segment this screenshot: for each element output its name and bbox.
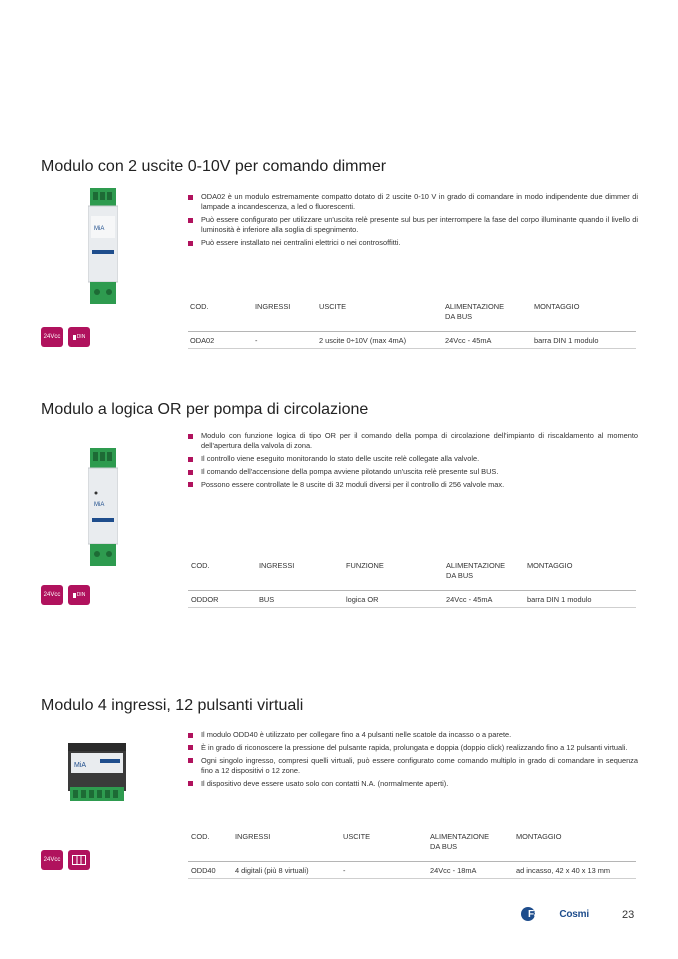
header-uscite: USCITE xyxy=(319,302,347,311)
spec-table xyxy=(188,302,636,350)
flush-module-image xyxy=(68,743,126,807)
cell-uscite: - xyxy=(343,866,346,875)
section-title: Modulo a logica OR per pompa di circolazione xyxy=(41,401,369,418)
header-alimentazione: ALIMENTAZIONE xyxy=(430,832,489,841)
header-da-bus: DA BUS xyxy=(430,842,458,851)
flush-box-badge xyxy=(68,850,90,870)
header-uscite: USCITE xyxy=(343,832,371,841)
feature-item: È in grado di riconoscere la pressione del pulsante rapida, prolungata e doppia (doppio click) realizzando fino a 12 pulsanti virtuali. xyxy=(188,743,638,753)
voltage-badge: 24Vcc xyxy=(41,585,63,605)
feature-item: Il comando dell'accensione della pompa avviene pilotando un'uscita relè presente sul BUS. xyxy=(188,467,638,477)
feature-list xyxy=(188,431,638,493)
voltage-badge: 24Vcc xyxy=(41,327,63,347)
header-da-bus: DA BUS xyxy=(446,571,474,580)
brand-logo xyxy=(521,907,589,921)
header-ingressi: INGRESSI xyxy=(255,302,291,311)
svg-text:MiA: MiA xyxy=(74,762,87,769)
product-image-oddor xyxy=(88,448,118,566)
header-ingressi: INGRESSI xyxy=(259,561,295,570)
cell-cod: ODD40 xyxy=(191,866,216,875)
cell-alimentazione: 24Vcc - 45mA xyxy=(445,336,492,345)
cell-ingressi: 4 digitali (più 8 virtuali) xyxy=(235,866,309,875)
header-montaggio: MONTAGGIO xyxy=(534,302,580,311)
feature-item: Può essere configurato per utilizzare un'uscita relè presente sul bus per interrompere la fase del corpo illuminante quando il livello di luminosità è inferiore alla soglia di spegnimento. xyxy=(188,215,638,236)
section-title: Modulo con 2 uscite 0-10V per comando dimmer xyxy=(41,158,387,175)
feature-item: ODA02 è un modulo estremamente compatto dotato di 2 uscite 0-10 V in grado di comandare in modo indipendente due dimmer di lampade a incandescenza, a led o fluorescenti. xyxy=(188,192,638,213)
din-icon xyxy=(73,335,76,340)
badge-group xyxy=(41,327,90,347)
spec-table-header xyxy=(188,302,636,330)
spec-table-header xyxy=(188,561,636,589)
cell-montaggio: barra DIN 1 modulo xyxy=(534,336,599,345)
feature-item: Il controllo viene eseguito monitorando lo stato delle uscite relè collegate alla valvole. xyxy=(188,454,638,464)
feature-list xyxy=(188,192,638,251)
svg-text:MiA: MiA xyxy=(94,226,105,232)
product-image-odd40 xyxy=(68,743,126,807)
cell-montaggio: barra DIN 1 modulo xyxy=(527,595,592,604)
din-module-image xyxy=(88,188,118,304)
divider xyxy=(188,878,636,879)
din-icon xyxy=(73,593,76,598)
cell-funzione: logica OR xyxy=(346,595,379,604)
spec-table xyxy=(188,832,636,880)
divider xyxy=(188,331,636,332)
feature-item: Ogni singolo ingresso, compresi quelli virtuali, può essere configurato come comando multiplo in grado di comandare in sequenza fino a 12 dispositivi o 12 zone. xyxy=(188,756,638,777)
header-ingressi: INGRESSI xyxy=(235,832,271,841)
spec-table-header xyxy=(188,832,636,860)
header-da-bus: DA BUS xyxy=(445,312,473,321)
table-row xyxy=(188,336,636,346)
divider xyxy=(188,607,636,608)
feature-item: Modulo con funzione logica di tipo OR per il comando della pompa di circolazione dell'impianto di riscaldamento al momento dell'apertura della valvola di zona. xyxy=(188,431,638,452)
feature-item: Il dispositivo deve essere usato solo con contatti N.A. (normalmente aperti). xyxy=(188,779,638,789)
header-alimentazione: ALIMENTAZIONE xyxy=(445,302,504,311)
cell-cod: ODDOR xyxy=(191,595,219,604)
header-cod: COD. xyxy=(191,832,210,841)
flush-box-icon xyxy=(72,855,86,865)
feature-item: Può essere installato nei centralini elettrici o nei controsoffitti. xyxy=(188,238,638,248)
din-module-image xyxy=(88,448,118,566)
table-row xyxy=(188,866,636,876)
divider xyxy=(188,348,636,349)
badge-group xyxy=(41,585,90,605)
feature-item: Il modulo ODD40 è utilizzato per collegare fino a 4 pulsanti nelle scatole da incasso o a parete. xyxy=(188,730,638,740)
header-cod: COD. xyxy=(190,302,209,311)
cell-montaggio: ad incasso, 42 x 40 x 13 mm xyxy=(516,866,611,875)
section-title: Modulo 4 ingressi, 12 pulsanti virtuali xyxy=(41,697,304,714)
header-funzione: FUNZIONE xyxy=(346,561,384,570)
product-image-oda02 xyxy=(88,188,118,304)
cell-alimentazione: 24Vcc - 45mA xyxy=(446,595,493,604)
feature-list xyxy=(188,730,638,792)
spec-table xyxy=(188,561,636,609)
svg-text:MiA: MiA xyxy=(94,502,105,508)
cell-ingressi: - xyxy=(255,336,258,345)
table-row xyxy=(188,595,636,605)
page-number: 23 xyxy=(622,909,635,921)
header-montaggio: MONTAGGIO xyxy=(516,832,562,841)
cell-cod: ODA02 xyxy=(190,336,215,345)
voltage-badge: 24Vcc xyxy=(41,850,63,870)
cell-alimentazione: 24Vcc - 18mA xyxy=(430,866,477,875)
header-alimentazione: ALIMENTAZIONE xyxy=(446,561,505,570)
cell-uscite: 2 uscite 0÷10V (max 4mA) xyxy=(319,336,407,345)
divider xyxy=(188,590,636,591)
cell-ingressi: BUS xyxy=(259,595,275,604)
badge-group xyxy=(41,850,90,870)
feature-item: Possono essere controllate le 8 uscite di 32 moduli diversi per il controllo di 256 valvole max. xyxy=(188,480,638,490)
brand-name: FantiniCosmi xyxy=(528,908,589,920)
din-rail-badge: DIN xyxy=(68,585,90,605)
header-montaggio: MONTAGGIO xyxy=(527,561,573,570)
header-cod: COD. xyxy=(191,561,210,570)
divider xyxy=(188,861,636,862)
din-rail-badge: DIN xyxy=(68,327,90,347)
